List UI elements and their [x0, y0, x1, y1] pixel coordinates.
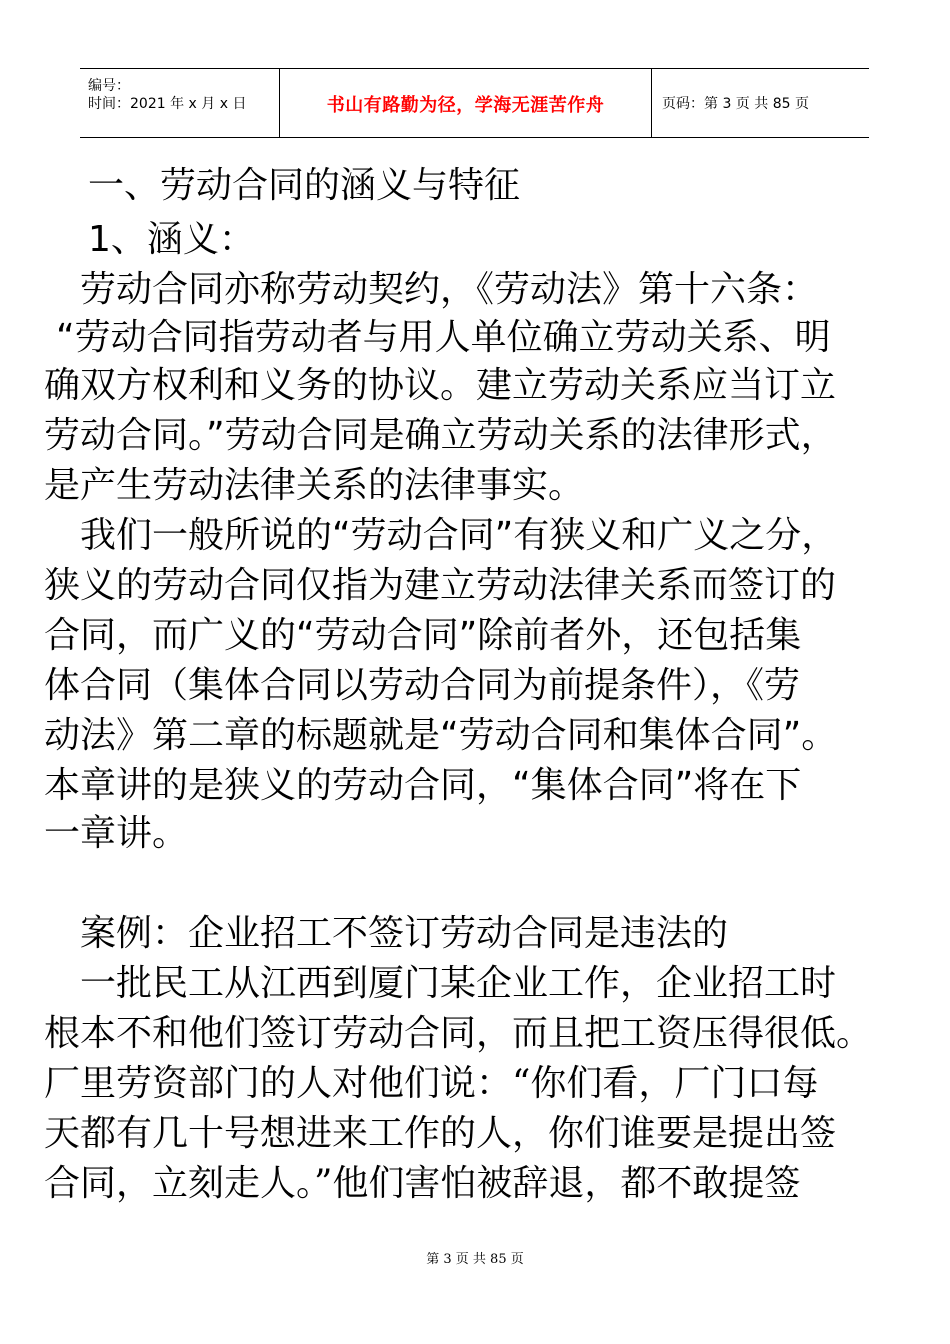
section-title: 一、劳动合同的涵义与特征: [88, 165, 521, 206]
paragraph-line: 本章讲的是狭义的劳动合同，“集体合同”将在下: [44, 765, 802, 806]
section-subtitle: 1、涵义：: [88, 219, 255, 260]
document-time-label: 时间：2021 年 x 月 x 日: [88, 96, 247, 112]
paragraph-line: 劳动合同。”劳动合同是确立劳动关系的法律形式，: [44, 415, 837, 456]
case-paragraph-line: 厂里劳资部门的人对他们说：“你们看，厂门口每: [44, 1063, 819, 1104]
case-paragraph-line: 合同，立刻走人。”他们害怕被辞退，都不敢提签: [44, 1163, 801, 1204]
case-paragraph-line: 天都有几十号想进来工作的人，你们谁要是提出签: [44, 1113, 837, 1154]
paragraph-line: 合同，而广义的“劳动合同”除前者外，还包括集: [44, 615, 802, 656]
case-title: 案例：企业招工不签订劳动合同是违法的: [80, 913, 729, 954]
paragraph-line: “劳动合同指劳动者与用人单位确立劳动关系、明: [56, 317, 831, 358]
paragraph-line: 我们一般所说的“劳动合同”有狭义和广义之分，: [80, 515, 838, 556]
paragraph-line: 狭义的劳动合同仅指为建立劳动法律关系而签订的: [44, 565, 837, 606]
case-paragraph-line: 一批民工从江西到厦门某企业工作，企业招工时: [80, 963, 837, 1004]
paragraph-line: 确双方权利和义务的协议。建立劳动关系应当订立: [44, 365, 837, 406]
header-motto-cell: [280, 69, 652, 137]
page-footer: 第 3 页 共 85 页: [426, 1252, 524, 1267]
document-number-label: 编号：: [88, 78, 130, 94]
paragraph-line: 动法》第二章的标题就是“劳动合同和集体合同”。: [44, 715, 838, 756]
header-motto: 书山有路勤为径，学海无涯苦作舟: [326, 95, 605, 116]
header-meta-cell: [80, 69, 280, 137]
paragraph-line: 劳动合同亦称劳动契约，《劳动法》第十六条：: [80, 269, 819, 310]
paragraph-line: 体合同（集体合同以劳动合同为前提条件），《劳: [44, 665, 801, 706]
header-page-cell: [652, 69, 869, 137]
header-page-info: 页码：第 3 页 共 85 页: [662, 96, 809, 112]
case-paragraph-line: 根本不和他们签订劳动合同，而且把工资压得很低。: [44, 1013, 873, 1054]
paragraph-line: 是产生劳动法律关系的法律事实。: [44, 465, 585, 506]
page-header: [80, 68, 869, 138]
paragraph-line: 一章讲。: [44, 813, 189, 854]
